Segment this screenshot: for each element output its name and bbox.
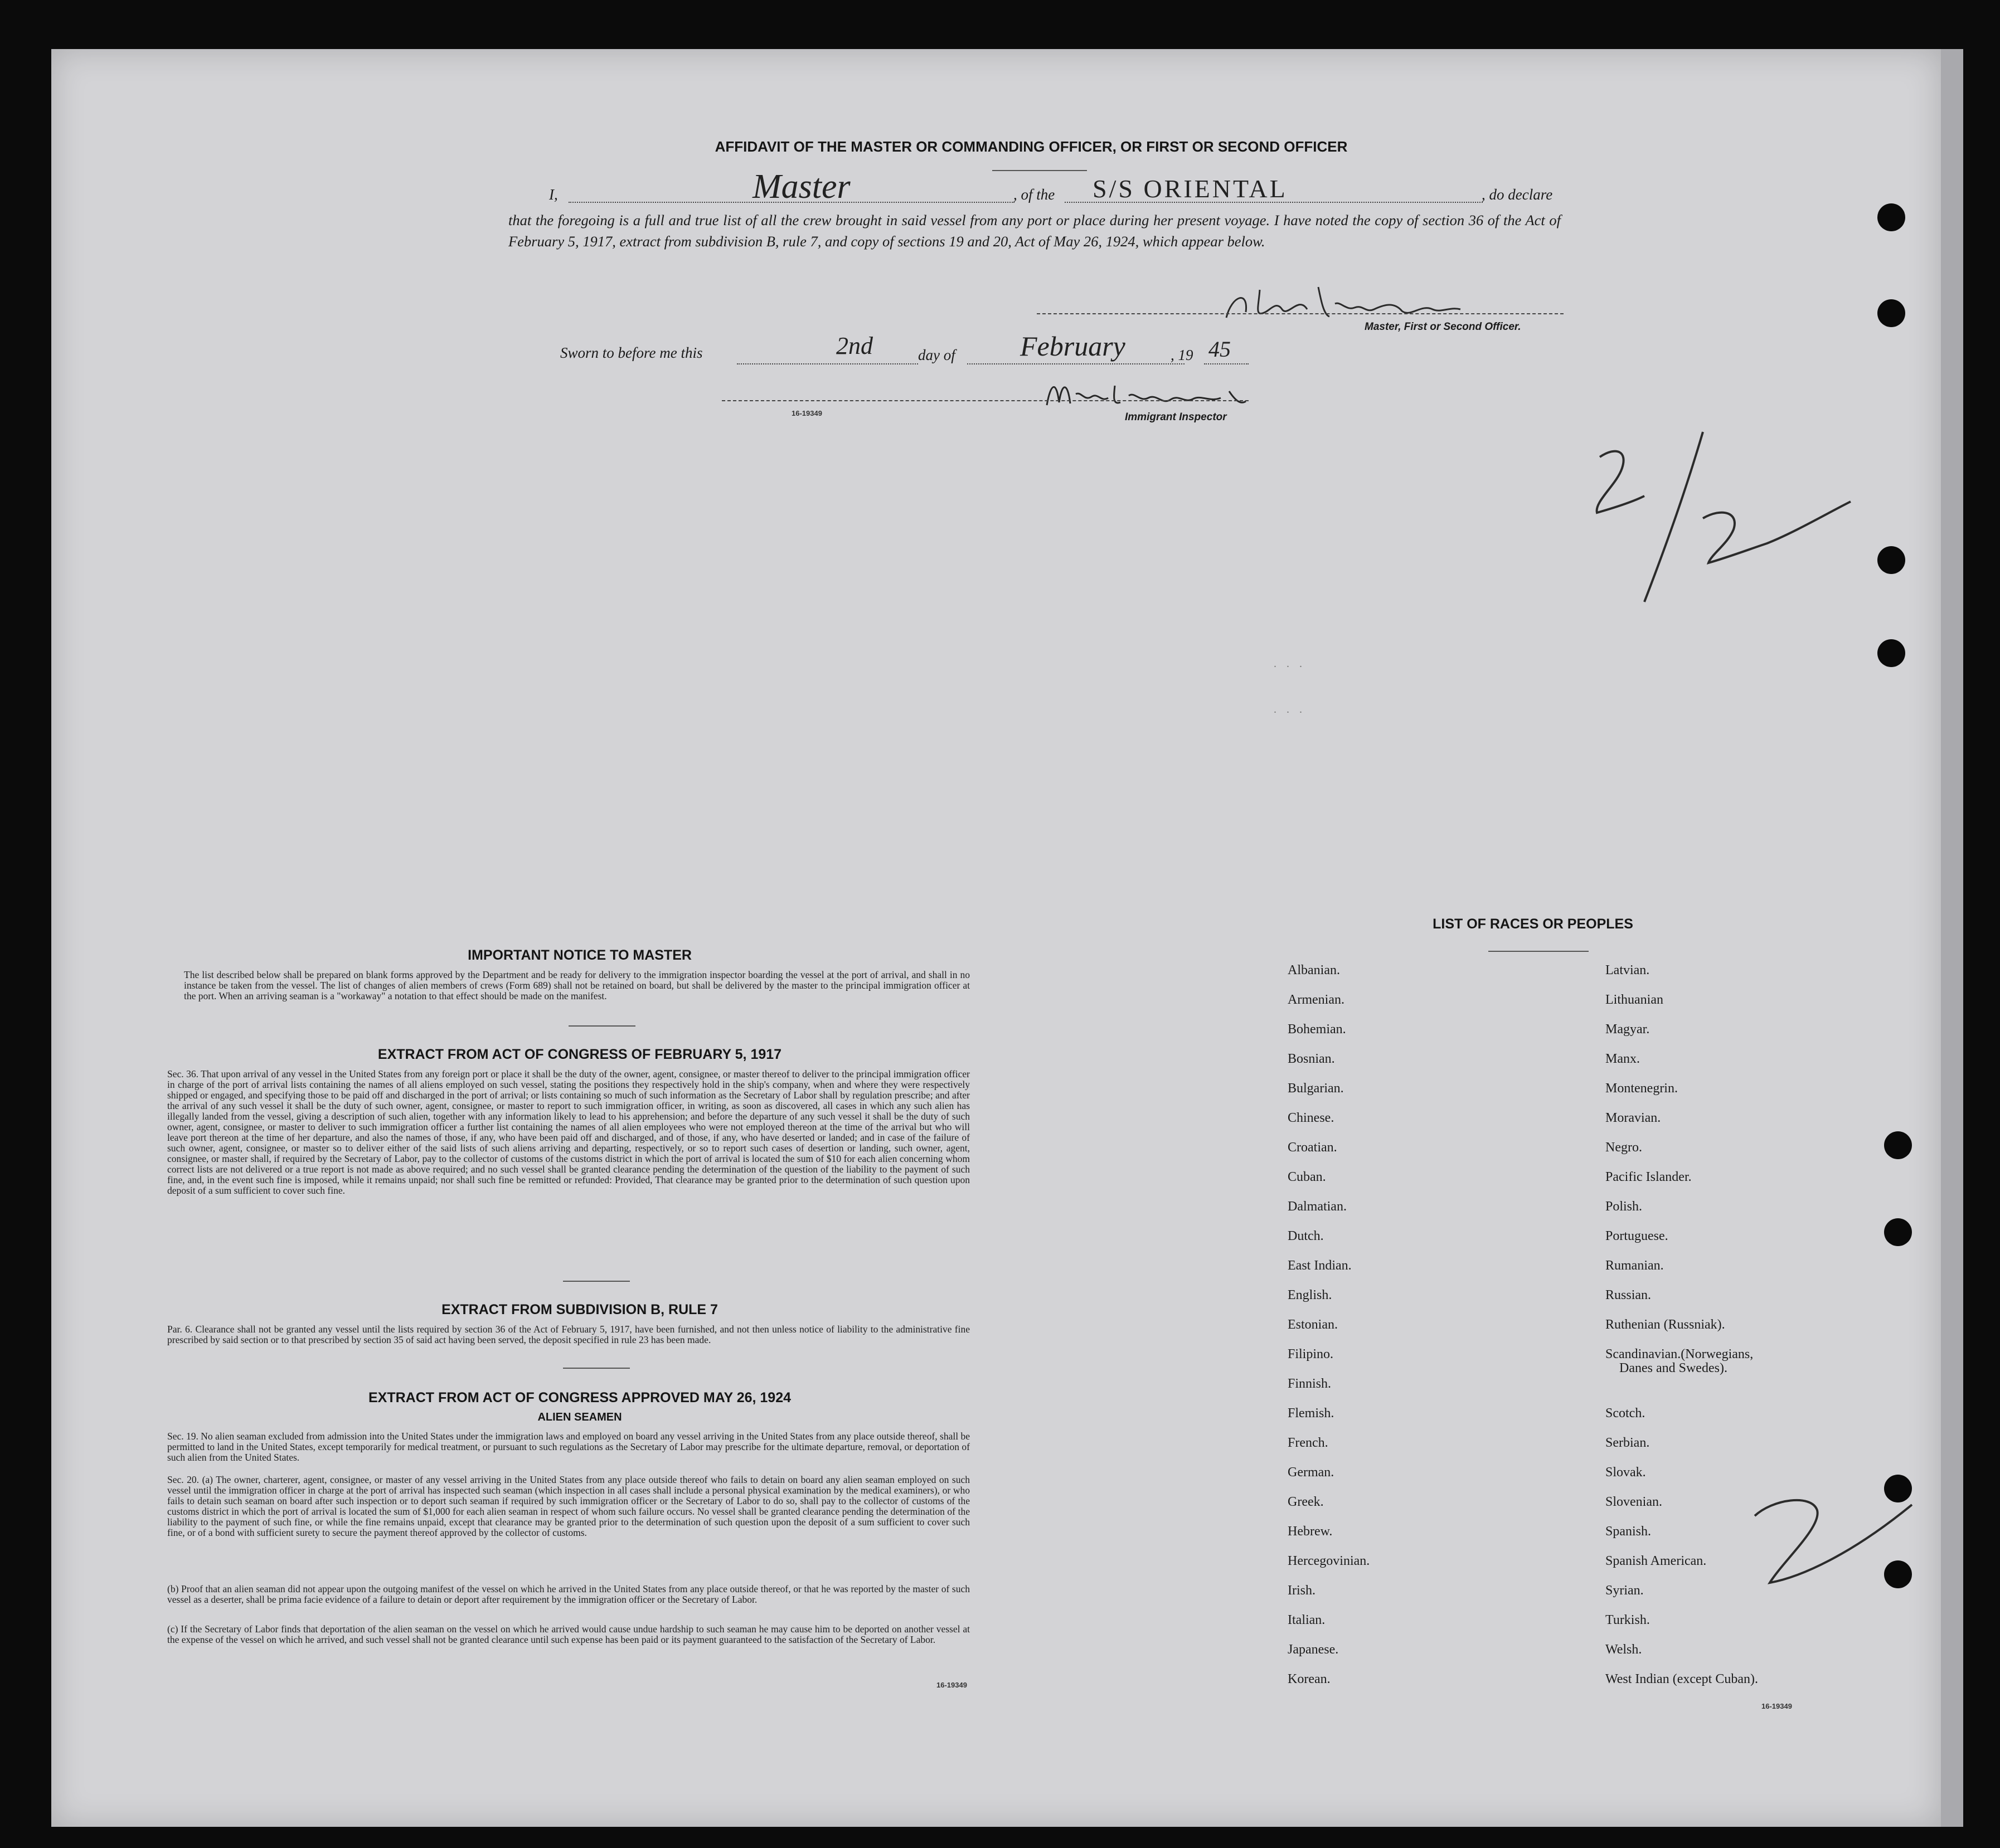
- race-item: Montenegrin.: [1605, 1081, 1678, 1096]
- handwritten-rank: Master: [753, 168, 851, 206]
- race-item: Finnish.: [1288, 1377, 1332, 1391]
- race-item: Bulgarian.: [1288, 1081, 1344, 1096]
- race-item: Turkish.: [1605, 1613, 1650, 1627]
- extract-1924-sec20a: Sec. 20. (a) The owner, charterer, agent, consignee, or master of any vessel arriving in the United States from any place outside thereof who fails to detain on board any alien seaman employed on such vessel until the immigration officer in charge at the port of arrival has inspected such seaman (which inspection in all cases shall include a personal physical examination by the medical examiners), or who fails to detain such seaman on board after such inspection or to deport such seaman if required by such immigration officer or the Secretary of Labor to do so, shall pay to the collector of customs of the customs district in which the port of arrival is located the sum of $1,000 for each alien seaman in respect of whom such failure occurs. No vessel shall be granted clearance pending the determination of the liability to the payment of such fine, or while the fine remains unpaid, except that clearance may be granted prior to the determination of such question upon the deposit of a sum sufficient to cover such fine, or of a bond with sufficient surety to secure the payment thereof approved by the collector of customs.: [167, 1474, 970, 1538]
- form-number: 16-19349: [1761, 1702, 1792, 1710]
- race-item: Manx.: [1605, 1052, 1640, 1066]
- race-item: Albanian.: [1288, 963, 1340, 978]
- races-title: LIST OF RACES OR PEOPLES: [1433, 916, 1633, 932]
- race-item: Spanish American.: [1605, 1554, 1707, 1568]
- race-item: Scotch.: [1605, 1406, 1645, 1421]
- affidavit-body: that the foregoing is a full and true list of all the crew brought in said vessel from any port or place during her present voyage. I have noted the copy of section 36 of the Act of February 5, 1917, extract from subdivision B, rule 7, and copy of sections 19 and 20, Act of May 26, 1924, which appear below.: [508, 212, 1561, 250]
- handwritten-day: 2nd: [836, 332, 873, 359]
- race-item: Ruthenian (Russniak).: [1605, 1317, 1725, 1332]
- race-item: French.: [1288, 1436, 1328, 1450]
- race-item: Irish.: [1288, 1583, 1315, 1598]
- number-annotation: [1750, 1494, 1918, 1594]
- year-prefix-label: , 19: [1171, 347, 1193, 363]
- extract-1924-sec20c: (c) If the Secretary of Labor finds that deportation of the alien seaman on the vessel on which he arrived would cause undue hardship to such seaman he may cause him to be deported on another vessel at the expense of the vessel on which he arrived, and such vessel shall not be granted clearance until such expense has been paid or its payment guaranteed to the satisfaction of the Secretary of Labor.: [167, 1623, 970, 1645]
- sworn-label: Sworn to before me this: [560, 344, 703, 361]
- divider: [992, 170, 1087, 171]
- race-item: Chinese.: [1288, 1111, 1334, 1125]
- officer-caption: Master, First or Second Officer.: [1365, 321, 1521, 333]
- race-item: Syrian.: [1605, 1583, 1644, 1598]
- year-blank: [1204, 363, 1249, 364]
- race-item: Hebrew.: [1288, 1524, 1333, 1539]
- binder-hole: [1877, 546, 1905, 574]
- race-item: Dalmatian.: [1288, 1199, 1347, 1214]
- divider: [1488, 951, 1589, 952]
- notice-title: IMPORTANT NOTICE TO MASTER: [468, 947, 692, 963]
- page-edge: [1941, 49, 1963, 1827]
- race-item: Scandinavian.(Norwegians,: [1605, 1347, 1754, 1361]
- binder-hole: [1884, 1131, 1912, 1159]
- race-item: Bohemian.: [1288, 1022, 1346, 1037]
- day-of-label: day of: [918, 347, 955, 363]
- day-blank: [737, 363, 918, 364]
- signature-line: [1037, 313, 1564, 314]
- race-item: Italian.: [1288, 1613, 1326, 1627]
- race-item: Lithuanian: [1605, 993, 1663, 1007]
- race-item: Japanese.: [1288, 1642, 1339, 1657]
- inspector-signature: [1042, 375, 1254, 414]
- affidavit-i-label: I,: [549, 186, 558, 203]
- race-item: Magyar.: [1605, 1022, 1650, 1037]
- race-item: Pacific Islander.: [1605, 1170, 1692, 1184]
- inspector-line: [722, 400, 1249, 401]
- race-item: Danes and Swedes).: [1619, 1361, 1727, 1375]
- race-item: Cuban.: [1288, 1170, 1326, 1184]
- race-item: Flemish.: [1288, 1406, 1334, 1421]
- race-item: Korean.: [1288, 1672, 1331, 1686]
- race-item: East Indian.: [1288, 1258, 1352, 1273]
- race-item: Greek.: [1288, 1495, 1324, 1509]
- race-item: German.: [1288, 1465, 1334, 1480]
- binder-hole: [1877, 639, 1905, 667]
- extract-1917-title: EXTRACT FROM ACT OF CONGRESS OF FEBRUARY 5, 1917: [377, 1047, 782, 1062]
- race-item: Polish.: [1605, 1199, 1643, 1214]
- month-blank: [967, 363, 1185, 364]
- race-item: English.: [1288, 1288, 1332, 1302]
- form-number: 16-19349: [792, 409, 822, 417]
- race-item: Latvian.: [1605, 963, 1650, 978]
- fraction-annotation: [1583, 424, 1862, 613]
- affidavit-of-the-label: , of the: [1013, 186, 1055, 203]
- extract-1924-sec19: Sec. 19. No alien seaman excluded from admission into the United States under the immigration laws and employed on board any vessel arriving in the United States from any place outside thereof, shall be permitted to land in the United States, except temporarily for medical treatment, or pursuant to such regulations as the Secretary of Labor may prescribe for the ultimate departure, removal, or deportation of such alien from the United States.: [167, 1431, 970, 1463]
- race-item: Portuguese.: [1605, 1229, 1668, 1243]
- binder-hole: [1877, 203, 1905, 231]
- race-item: Bosnian.: [1288, 1052, 1335, 1066]
- affidavit-declare-label: , do declare: [1482, 186, 1553, 203]
- divider: [563, 1368, 630, 1369]
- divider: [563, 1281, 630, 1282]
- race-item: Estonian.: [1288, 1317, 1338, 1332]
- divider: [569, 1025, 635, 1027]
- affidavit-title: AFFIDAVIT OF THE MASTER OR COMMANDING OFFICER, OR FIRST OR SECOND OFFICER: [715, 138, 1348, 155]
- inspector-caption: Immigrant Inspector: [1125, 411, 1227, 423]
- race-item: Slovak.: [1605, 1465, 1646, 1480]
- race-item: West Indian (except Cuban).: [1605, 1672, 1758, 1686]
- race-item: Rumanian.: [1605, 1258, 1664, 1273]
- race-item: Slovenian.: [1605, 1495, 1662, 1509]
- binder-hole: [1877, 299, 1905, 327]
- race-item: Hercegovinian.: [1288, 1554, 1370, 1568]
- extract-1924-title: EXTRACT FROM ACT OF CONGRESS APPROVED MAY 26, 1924: [368, 1390, 792, 1406]
- form-number: 16-19349: [936, 1681, 967, 1689]
- handwritten-vessel: S/S ORIENTAL: [1093, 174, 1288, 203]
- binder-hole: [1884, 1218, 1912, 1246]
- handwritten-month: February: [1020, 330, 1125, 362]
- race-item: Spanish.: [1605, 1524, 1652, 1539]
- extract-1924-sec20b: (b) Proof that an alien seaman did not appear upon the outgoing manifest of the vessel on which he arrived in the United States from any place outside thereof, or that he was reported by the master of such vessel as a deserter, shall be prima facie evidence of a failure to detain or deport after requirement by the immigration officer or the Secretary of Labor.: [167, 1583, 970, 1605]
- race-item: Armenian.: [1288, 993, 1344, 1007]
- race-item: Serbian.: [1605, 1436, 1650, 1450]
- extract-rule7-title: EXTRACT FROM SUBDIVISION B, RULE 7: [441, 1302, 718, 1317]
- extract-1917-text: Sec. 36. That upon arrival of any vessel in the United States from any foreign port or place it shall be the duty of the owner, agent, consignee, or master thereof to deliver to the principal immigration officer in charge of the port of arrival lists containing the names of all aliens employed on such vessel, stating the positions they respectively hold in the ship's company, when and where they were respectively shipped or engaged, and specifying those to be paid off and discharged in the port of arrival; or lists containing so much of such information as the Secretary of Labor shall by regulation prescribe; and after the arrival of any such vessel it shall be the duty of such owner, agent, consignee, or master to report to such immigration officer, in writing, as soon as discovered, all cases in which any such alien has illegally landed from the vessel, giving a description of such alien, together with any information likely to lead to his apprehension; and before the departure of any such vessel it shall be the duty of such owner, agent, consignee, or master to deliver to such immigration officer a further list containing the names of all alien employees who were not employed thereon at the time of the arrival but who will leave port thereon at the time of her departure, and also the names of those, if any, who have been paid off and discharged, and of those, if any, who have deserted or landed; and in case of the failure of such owner, agent, consignee, or master so to deliver either of the said lists of such aliens arriving and departing, respectively, or so to report such cases of desertion or landing, such owner, agent, consignee, or master shall, if required by the Secretary of Labor, pay to the collector of customs of the customs district in which the port of arrival is located the sum of $10 for each alien concerning whom correct lists are not delivered or a true report is not made as above required; and no such vessel shall be granted clearance pending the determination of the question of the liability to the payment of such fine, and, in the event such fine is imposed, while it remains unpaid; nor shall such fine be remitted or refunded: Provided, That clearance may be granted prior to the determination of such question upon deposit of a sum sufficient to cover such fine.: [167, 1068, 970, 1196]
- extract-1924-subtitle: ALIEN SEAMEN: [537, 1411, 622, 1423]
- race-item: Russian.: [1605, 1288, 1652, 1302]
- race-item: Dutch.: [1288, 1229, 1324, 1243]
- notice-text: The list described below shall be prepared on blank forms approved by the Department and be ready for delivery to the immigration inspector boarding the vessel at the port of arrival, and shall in no instance be taken from the vessel. The list of changes of alien members of crews (Form 689) shall not be retained on board, but shall be delivered by the master to the principal immigration officer at the port. When an arriving seaman is a "workaway" a notation to that effect should be made on the manifest.: [184, 969, 970, 1001]
- race-item: Negro.: [1605, 1140, 1642, 1155]
- stray-marks: ...: [1274, 658, 1312, 670]
- race-item: Filipino.: [1288, 1347, 1334, 1361]
- extract-rule7-text: Par. 6. Clearance shall not be granted any vessel until the lists required by section 36 of the Act of February 5, 1917, have been furnished, and not then unless notice of liability to the administrative fine prescribed by said section or to that prescribed by section 35 of said act having been served, the deposit specified in rule 23 has been made.: [167, 1324, 970, 1345]
- handwritten-year: 45: [1208, 337, 1231, 362]
- race-item: Moravian.: [1605, 1111, 1661, 1125]
- race-item: Welsh.: [1605, 1642, 1642, 1657]
- stray-marks: ...: [1274, 703, 1312, 716]
- race-item: Croatian.: [1288, 1140, 1337, 1155]
